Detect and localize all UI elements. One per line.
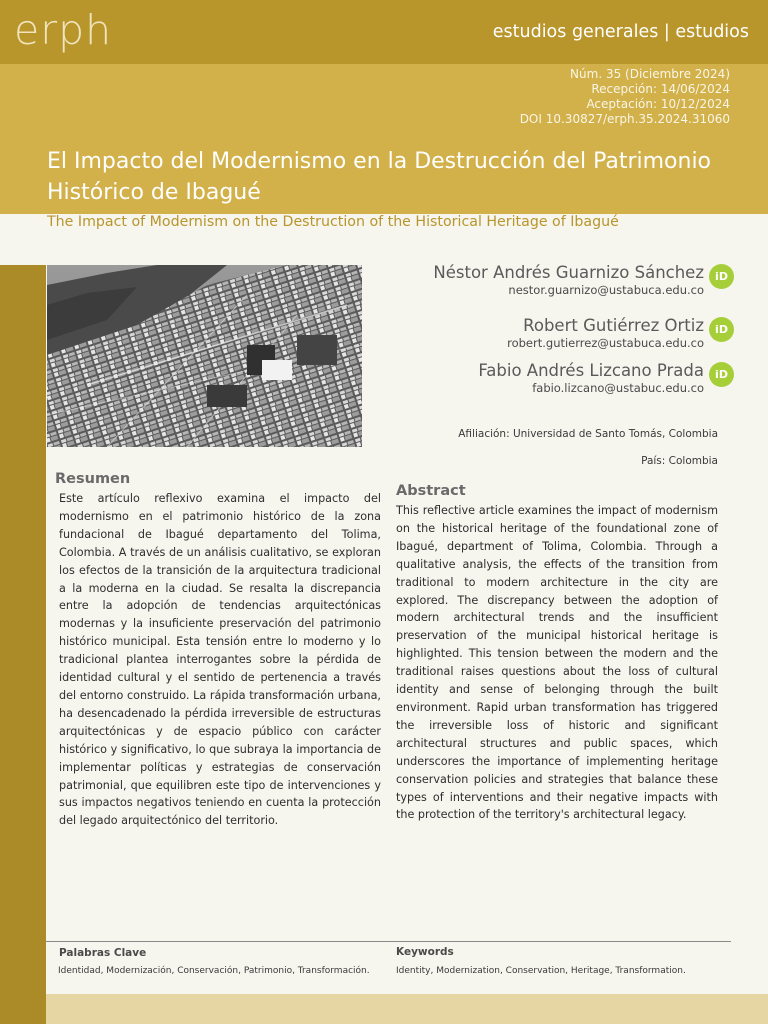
author-email[interactable]: nestor.guarnizo@ustabuca.edu.co <box>508 283 704 297</box>
section-label: estudios generales | estudios <box>492 22 749 42</box>
resumen-text: Este artículo reflexivo examina el impacto del modernismo en el patrimonio histórico de la zona fundacional de Ibagué departamento del Tolima, Colombia. A través de un análisis cualitativo, se exploran los efectos de la transición de la arquitectura tradicional a la moderna en la ciudad. Se resalta la discrepancia entre la adopción de tendencias arquitectónicas modernas y la insuficiente preservación del patrimonio histórico municipal. Esta tensión entre lo moderno y lo tradicional plantea interrogantes sobre la pérdida de identidad cultural y el sentido de pertenencia a través del entorno construido. La rápida transformación urbana, ha desencadenado la pérdida irreversible de estructuras arquitectónicas y de espacio público con carácter histórico y significativo, lo que subraya la importancia de implementar políticas y estrategias de conservación patrimonial, que equilibren este tipo de intervenciones y sus impactos negativos teniendo en cuenta la protección del legado arquitectónico del territorio. <box>59 492 381 828</box>
divider <box>46 941 731 942</box>
author-entry <box>354 262 734 297</box>
footer-band <box>46 994 768 1024</box>
author-name: Robert Gutiérrez Ortiz <box>523 316 704 335</box>
author-name: Fabio Andrés Lizcano Prada <box>478 361 704 380</box>
author-entry <box>354 360 734 395</box>
journal-logo: erph <box>14 6 113 54</box>
author-entry <box>354 315 734 350</box>
orcid-icon[interactable]: iD <box>709 264 734 289</box>
keywords-es-heading: Palabras Clave <box>59 947 147 959</box>
issue-number: Núm. 35 (Diciembre 2024) <box>570 67 730 81</box>
affiliation: Afiliación: Universidad de Santo Tomás, Colombia <box>458 428 718 440</box>
author-list <box>354 262 734 413</box>
orcid-icon[interactable]: iD <box>709 362 734 387</box>
side-bar <box>0 265 46 1024</box>
author-email[interactable]: fabio.lizcano@ustabuc.edu.co <box>532 381 704 395</box>
keywords-en-heading: Keywords <box>396 946 454 958</box>
received-date: Recepción: 14/06/2024 <box>591 82 730 96</box>
author-email[interactable]: robert.gutierrez@ustabuca.edu.co <box>507 336 704 350</box>
abstract-text: This reflective article examines the impact of modernism on the historical heritage of the foundational zone of Ibagué, department of Tolima, Colombia. Through a qualitative analysis, the effects of the transition from traditional to modern architecture in the city are explored. The discrepancy between the adoption of modern architectural trends and the insufficient preservation of the municipal historical heritage is highlighted. This tension between the modern and the traditional raises questions about the loss of cultural identity and sense of belonging through the built environment. Rapid urban transformation has triggered the irreversible loss of historic and significant architectural structures and public spaces, which underscores the importance of implementing heritage conservation policies and strategies that balance these types of interventions and their negative impacts with the protection of the territory's architectural legacy. <box>396 504 718 822</box>
resumen-heading: Resumen <box>55 471 131 487</box>
keywords-en: Identity, Modernization, Conservation, Heritage, Transformation. <box>396 966 686 976</box>
aerial-city-photo <box>47 265 362 447</box>
article-subtitle: The Impact of Modernism on the Destruction of the Historical Heritage of Ibagué <box>47 214 619 230</box>
header-bar <box>0 0 768 64</box>
country: País: Colombia <box>641 455 718 467</box>
keywords-es: Identidad, Modernización, Conservación, Patrimonio, Transformación. <box>58 966 370 976</box>
article-title: El Impacto del Modernismo en la Destrucción del Patrimonio Histórico de Ibagué <box>47 149 712 205</box>
abstract-heading: Abstract <box>396 483 466 499</box>
article-meta <box>520 67 730 127</box>
author-name: Néstor Andrés Guarnizo Sánchez <box>433 263 704 282</box>
doi[interactable]: DOI 10.30827/erph.35.2024.31060 <box>519 112 730 126</box>
orcid-icon[interactable]: iD <box>709 317 734 342</box>
accepted-date: Aceptación: 10/12/2024 <box>586 97 730 111</box>
